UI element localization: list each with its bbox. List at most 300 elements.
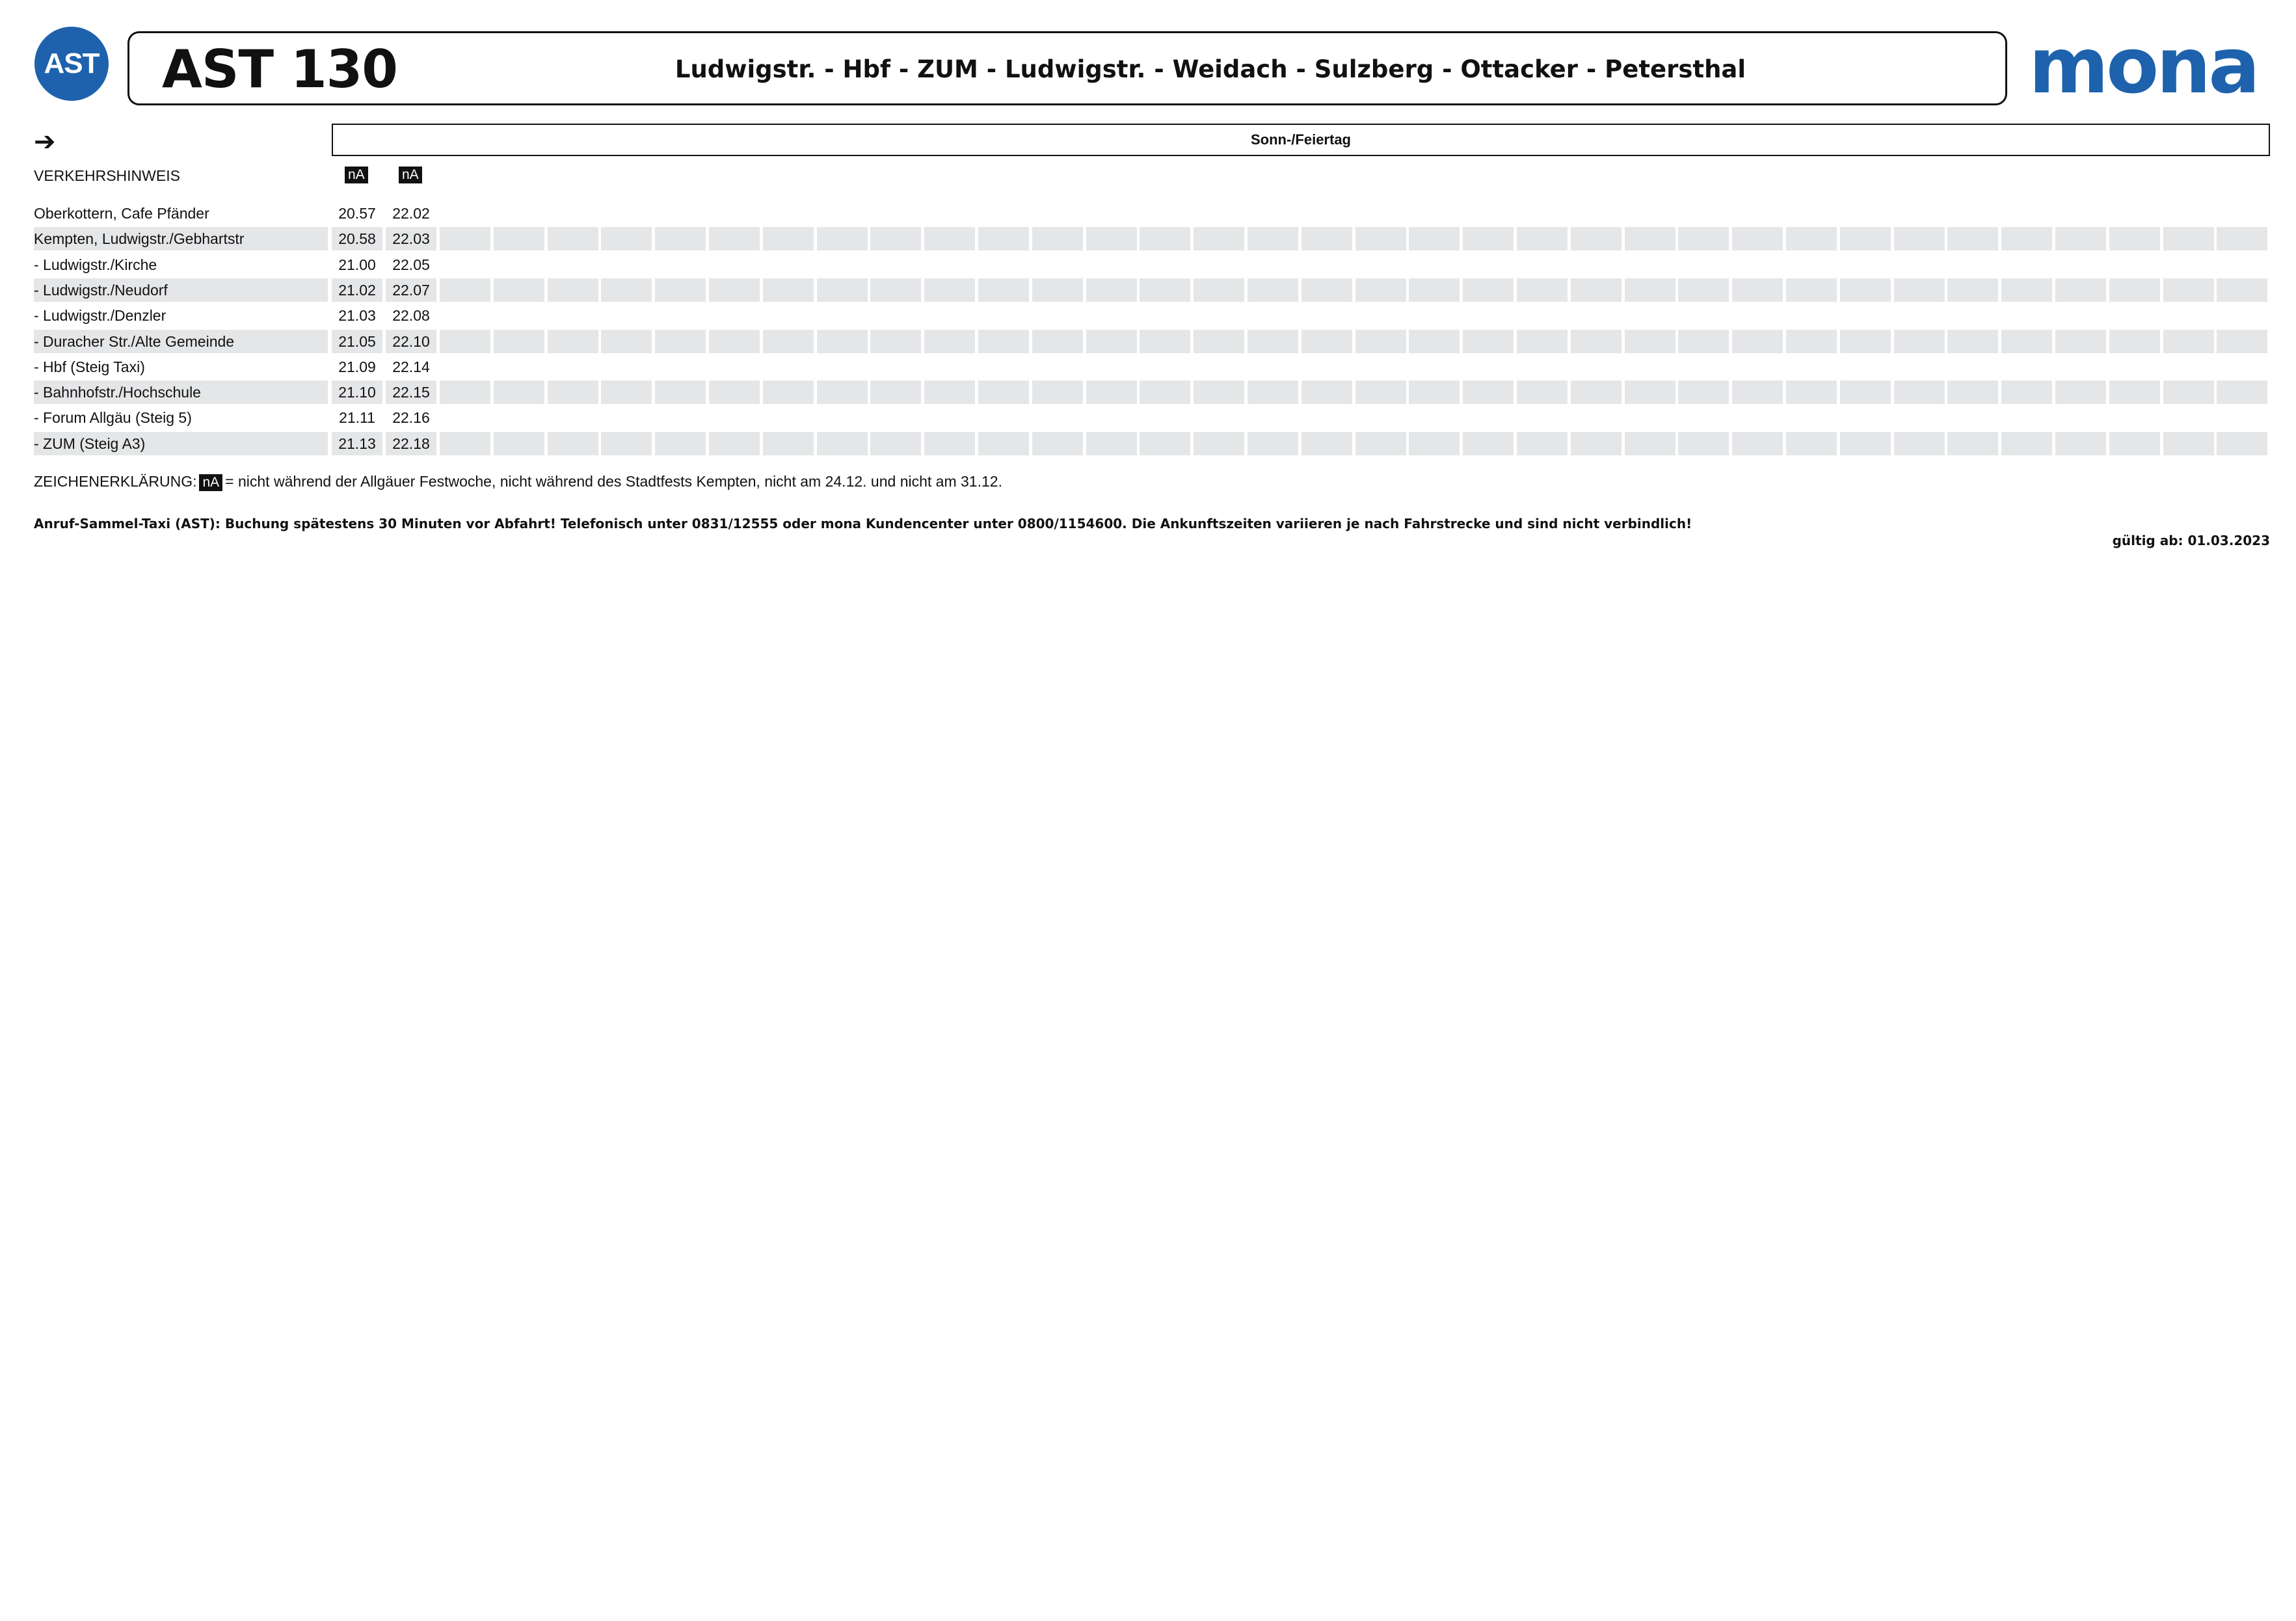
empty-trip-cell xyxy=(1086,406,1137,429)
empty-trip-cell xyxy=(1678,432,1729,455)
empty-trip-cell xyxy=(709,355,760,379)
departure-time: 22.05 xyxy=(392,256,430,273)
departure-time: 22.16 xyxy=(392,409,430,427)
empty-trip-cell xyxy=(440,278,490,302)
empty-trip-cell xyxy=(817,278,868,302)
empty-trip-cell xyxy=(655,432,706,455)
line-number: AST 130 xyxy=(162,39,397,100)
empty-trip-cell xyxy=(2055,304,2106,327)
departure-time: 21.03 xyxy=(338,307,376,325)
empty-trip-cell xyxy=(978,304,1029,327)
empty-trip-cell xyxy=(1355,278,1406,302)
empty-trip-cell xyxy=(601,278,652,302)
empty-trip-cell xyxy=(1678,278,1729,302)
empty-trip-cell xyxy=(2001,381,2052,404)
empty-trip-cell xyxy=(1947,381,1998,404)
empty-trip-cell xyxy=(870,304,921,327)
empty-trip-cell xyxy=(1571,406,1622,429)
empty-trip-cell xyxy=(1840,355,1891,379)
empty-trip-cell xyxy=(1086,278,1137,302)
empty-trip-cell xyxy=(1517,432,1568,455)
empty-trip-cell xyxy=(655,227,706,250)
empty-trip-cell xyxy=(1517,278,1568,302)
empty-trip-cell xyxy=(709,432,760,455)
empty-trip-cell xyxy=(2055,227,2106,250)
stop-name: - Ludwigstr./Neudorf xyxy=(34,278,328,302)
ast-badge xyxy=(34,27,109,101)
empty-trip-cell xyxy=(2217,304,2267,327)
empty-trip-cell xyxy=(763,278,814,302)
empty-trip-cell xyxy=(1302,278,1352,302)
empty-trip-cell xyxy=(1463,330,1514,353)
empty-trip-cell xyxy=(2217,381,2267,404)
empty-trip-cell xyxy=(1302,330,1352,353)
empty-trip-cell xyxy=(1355,253,1406,276)
empty-trip-cell xyxy=(2217,278,2267,302)
empty-trip-cell xyxy=(1894,227,1945,250)
empty-trip-cell xyxy=(494,304,544,327)
empty-trip-cell xyxy=(1517,227,1568,250)
empty-trip-cell xyxy=(1194,278,1244,302)
empty-trip-cell xyxy=(2163,278,2214,302)
empty-trip-cell xyxy=(1140,227,1190,250)
empty-trip-cell xyxy=(1732,432,1783,455)
empty-trip-cell xyxy=(870,381,921,404)
empty-trip-cell xyxy=(1571,355,1622,379)
empty-trip-cell xyxy=(870,227,921,250)
empty-trip-cell xyxy=(1355,227,1406,250)
empty-trip-cell xyxy=(1248,278,1298,302)
empty-trip-cell xyxy=(601,227,652,250)
empty-trip-cell xyxy=(2055,432,2106,455)
empty-trip-cell xyxy=(978,278,1029,302)
empty-trip-cell xyxy=(1248,304,1298,327)
departure-time: 21.02 xyxy=(332,278,382,302)
empty-trip-cell xyxy=(924,355,975,379)
empty-trip-cell xyxy=(1409,432,1460,455)
empty-trip-cell xyxy=(1248,406,1298,429)
empty-trip-cell xyxy=(1517,406,1568,429)
empty-trip-cell xyxy=(1625,355,1675,379)
empty-trip-cell xyxy=(548,227,598,250)
empty-trip-cell xyxy=(601,432,652,455)
empty-trip-cell xyxy=(1894,330,1945,353)
empty-trip-cell xyxy=(1248,381,1298,404)
empty-trip-cell xyxy=(440,381,490,404)
ast-badge-label: AST xyxy=(44,47,100,79)
empty-trip-cell xyxy=(1840,432,1891,455)
empty-trip-cell xyxy=(1086,330,1137,353)
empty-trip-cell xyxy=(763,304,814,327)
empty-trip-cell xyxy=(870,406,921,429)
empty-trip-cell xyxy=(1086,253,1137,276)
route-title: Ludwigstr. - Hbf - ZUM - Ludwigstr. - Weidach - Sulzberg - Ottacker - Petersthal xyxy=(674,55,1746,83)
empty-trip-cell xyxy=(978,330,1029,353)
empty-trip-cell xyxy=(763,253,814,276)
empty-trip-cell xyxy=(1032,406,1083,429)
empty-trip-cell xyxy=(1947,278,1998,302)
empty-trip-cell xyxy=(1463,304,1514,327)
timetable-row xyxy=(34,381,2270,404)
empty-trip-cell xyxy=(1140,304,1190,327)
empty-trip-cell xyxy=(1571,304,1622,327)
empty-trip-cell xyxy=(1086,355,1137,379)
empty-trip-cell xyxy=(2109,355,2160,379)
empty-trip-cell xyxy=(1678,304,1729,327)
empty-trip-cell xyxy=(601,406,652,429)
empty-trip-cell xyxy=(1571,330,1622,353)
empty-trip-cell xyxy=(2163,330,2214,353)
stop-name: Oberkottern, Cafe Pfänder xyxy=(34,205,209,222)
empty-trip-cell xyxy=(2217,330,2267,353)
empty-trip-cell xyxy=(440,253,490,276)
empty-trip-cell xyxy=(1032,227,1083,250)
empty-trip-cell xyxy=(1947,432,1998,455)
empty-trip-cell xyxy=(1840,330,1891,353)
empty-trip-cell xyxy=(1786,432,1837,455)
empty-trip-cell xyxy=(655,278,706,302)
departure-time: 22.07 xyxy=(386,278,436,302)
empty-trip-cell xyxy=(978,406,1029,429)
empty-trip-cell xyxy=(1517,330,1568,353)
empty-trip-cell xyxy=(924,330,975,353)
mona-logo-text: mona xyxy=(2029,36,2258,101)
timetable-row xyxy=(34,278,2270,302)
empty-trip-cell xyxy=(1894,355,1945,379)
empty-trip-cell xyxy=(494,432,544,455)
empty-trip-cell xyxy=(1140,406,1190,429)
empty-trip-cell xyxy=(2109,304,2160,327)
empty-trip-cell xyxy=(1355,304,1406,327)
empty-trip-cell xyxy=(494,355,544,379)
empty-trip-cell xyxy=(1571,432,1622,455)
empty-trip-cell xyxy=(1140,355,1190,379)
empty-trip-cell xyxy=(763,406,814,429)
empty-trip-cell xyxy=(601,355,652,379)
stop-name: - Ludwigstr./Kirche xyxy=(34,256,157,273)
empty-trip-cell xyxy=(924,304,975,327)
mona-logo xyxy=(2020,36,2267,101)
empty-trip-cell xyxy=(1302,432,1352,455)
empty-trip-cell xyxy=(924,406,975,429)
empty-trip-cell xyxy=(2163,227,2214,250)
empty-trip-cell xyxy=(1194,381,1244,404)
empty-trip-cell xyxy=(1032,355,1083,379)
empty-trip-cell xyxy=(1894,381,1945,404)
empty-trip-cell xyxy=(2217,406,2267,429)
empty-trip-cell xyxy=(548,381,598,404)
empty-trip-cell xyxy=(1140,381,1190,404)
empty-trip-cell xyxy=(709,253,760,276)
empty-trip-cell xyxy=(1355,432,1406,455)
empty-trip-cell xyxy=(1786,406,1837,429)
empty-trip-cell xyxy=(2055,253,2106,276)
empty-trip-cell xyxy=(1732,381,1783,404)
empty-trip-cell xyxy=(1517,304,1568,327)
empty-trip-cell xyxy=(978,227,1029,250)
legend-label: ZEICHENERKLÄRUNG: xyxy=(34,473,197,490)
empty-trip-cell xyxy=(1678,355,1729,379)
empty-trip-cell xyxy=(1947,253,1998,276)
empty-trip-cell xyxy=(601,253,652,276)
empty-trip-cell xyxy=(2001,406,2052,429)
empty-trip-cell xyxy=(817,304,868,327)
empty-trip-cell xyxy=(817,432,868,455)
departure-time: 21.05 xyxy=(332,330,382,353)
empty-trip-cell xyxy=(1302,355,1352,379)
empty-trip-cell xyxy=(440,304,490,327)
empty-trip-cell xyxy=(494,227,544,250)
empty-trip-cell xyxy=(2055,355,2106,379)
empty-trip-cell xyxy=(1032,381,1083,404)
empty-trip-cell xyxy=(1625,304,1675,327)
empty-trip-cell xyxy=(601,304,652,327)
empty-trip-cell xyxy=(1140,432,1190,455)
empty-trip-cell xyxy=(1032,432,1083,455)
empty-trip-cell xyxy=(1571,253,1622,276)
empty-trip-cell xyxy=(763,227,814,250)
empty-trip-cell xyxy=(870,278,921,302)
empty-trip-cell xyxy=(1786,381,1837,404)
day-type-header: Sonn-/Feiertag xyxy=(332,124,2270,156)
empty-trip-cell xyxy=(1732,227,1783,250)
empty-trip-cell xyxy=(1678,330,1729,353)
empty-trip-cell xyxy=(924,278,975,302)
empty-trip-cell xyxy=(1894,432,1945,455)
empty-trip-cell xyxy=(1140,330,1190,353)
empty-trip-cell xyxy=(1571,381,1622,404)
empty-trip-cell xyxy=(2109,432,2160,455)
empty-trip-cell xyxy=(1840,304,1891,327)
empty-trip-cell xyxy=(1786,278,1837,302)
empty-trip-cell xyxy=(1678,253,1729,276)
empty-trip-cell xyxy=(870,253,921,276)
empty-trip-cell xyxy=(1463,381,1514,404)
departure-time: 22.10 xyxy=(386,330,436,353)
empty-trip-cell xyxy=(2163,432,2214,455)
empty-trip-cell xyxy=(1355,381,1406,404)
empty-trip-cell xyxy=(1840,253,1891,276)
empty-trip-cell xyxy=(870,432,921,455)
empty-trip-cell xyxy=(494,406,544,429)
empty-trip-cell xyxy=(978,253,1029,276)
empty-trip-cell xyxy=(1302,304,1352,327)
empty-trip-cell xyxy=(2109,278,2160,302)
empty-trip-cell xyxy=(1571,278,1622,302)
empty-trip-cell xyxy=(548,278,598,302)
departure-time: 21.11 xyxy=(339,409,375,427)
empty-trip-cell xyxy=(1302,406,1352,429)
empty-trip-cell xyxy=(2163,304,2214,327)
empty-trip-cell xyxy=(548,304,598,327)
empty-trip-cell xyxy=(763,432,814,455)
empty-trip-cell xyxy=(763,355,814,379)
empty-trip-cell xyxy=(709,227,760,250)
empty-trip-cell xyxy=(1248,355,1298,379)
timetable-row xyxy=(34,330,2270,353)
empty-trip-cell xyxy=(1732,406,1783,429)
stop-name: Kempten, Ludwigstr./Gebhartstr xyxy=(34,227,328,250)
empty-trip-cell xyxy=(1517,253,1568,276)
empty-trip-cell xyxy=(1894,278,1945,302)
empty-trip-cell xyxy=(1732,278,1783,302)
empty-trip-cell xyxy=(924,381,975,404)
empty-trip-cell xyxy=(817,381,868,404)
empty-trip-cell xyxy=(1248,432,1298,455)
empty-trip-cell xyxy=(1625,432,1675,455)
empty-trip-cell xyxy=(1517,381,1568,404)
empty-trip-cell xyxy=(1194,330,1244,353)
timetable-row xyxy=(34,202,2270,225)
empty-trip-cell xyxy=(1355,406,1406,429)
empty-trip-cell xyxy=(1409,381,1460,404)
empty-trip-cell xyxy=(494,381,544,404)
empty-trip-cell xyxy=(1625,381,1675,404)
empty-trip-cell xyxy=(1463,227,1514,250)
empty-trip-cell xyxy=(1786,253,1837,276)
empty-trip-cell xyxy=(1678,227,1729,250)
empty-trip-cell xyxy=(1355,355,1406,379)
empty-trip-cell xyxy=(709,406,760,429)
departure-time: 22.08 xyxy=(392,307,430,325)
empty-trip-cell xyxy=(1086,304,1137,327)
empty-trip-cell xyxy=(1894,406,1945,429)
empty-trip-cell xyxy=(1140,253,1190,276)
empty-trip-cell xyxy=(1409,227,1460,250)
empty-trip-cell xyxy=(2055,406,2106,429)
empty-trip-cell xyxy=(1894,253,1945,276)
empty-trip-cell xyxy=(1302,227,1352,250)
empty-trip-cell xyxy=(1409,253,1460,276)
empty-trip-cell xyxy=(1409,355,1460,379)
empty-trip-cell xyxy=(817,330,868,353)
empty-trip-cell xyxy=(494,330,544,353)
empty-trip-cell xyxy=(1786,304,1837,327)
empty-trip-cell xyxy=(1947,355,1998,379)
empty-trip-cell xyxy=(1194,406,1244,429)
empty-trip-cell xyxy=(2109,406,2160,429)
empty-trip-cell xyxy=(763,381,814,404)
empty-trip-cell xyxy=(978,381,1029,404)
empty-trip-cell xyxy=(978,355,1029,379)
empty-trip-cell xyxy=(440,330,490,353)
empty-trip-cell xyxy=(1732,304,1783,327)
empty-trip-cell xyxy=(1625,278,1675,302)
stop-name: - Duracher Str./Alte Gemeinde xyxy=(34,330,328,353)
empty-trip-cell xyxy=(2109,227,2160,250)
empty-trip-cell xyxy=(924,253,975,276)
empty-trip-cell xyxy=(1355,330,1406,353)
empty-trip-cell xyxy=(2001,227,2052,250)
empty-trip-cell xyxy=(548,330,598,353)
empty-trip-cell xyxy=(440,227,490,250)
empty-trip-cell xyxy=(1463,432,1514,455)
empty-trip-cell xyxy=(870,355,921,379)
empty-trip-cell xyxy=(655,406,706,429)
empty-trip-cell xyxy=(1032,304,1083,327)
empty-trip-cell xyxy=(2217,253,2267,276)
empty-trip-cell xyxy=(601,330,652,353)
stop-name: - Hbf (Steig Taxi) xyxy=(34,358,145,375)
empty-trip-cell xyxy=(655,381,706,404)
empty-trip-cell xyxy=(494,253,544,276)
empty-trip-cell xyxy=(1463,406,1514,429)
hint-badge-na: nA xyxy=(345,167,368,183)
empty-trip-cell xyxy=(1463,355,1514,379)
empty-trip-cell xyxy=(1625,406,1675,429)
right-arrow-icon: ➔ xyxy=(34,127,56,156)
empty-trip-cell xyxy=(1086,227,1137,250)
empty-trip-cell xyxy=(655,330,706,353)
empty-trip-cell xyxy=(2001,330,2052,353)
empty-trip-cell xyxy=(870,330,921,353)
empty-trip-cell xyxy=(1302,253,1352,276)
departure-time: 20.57 xyxy=(338,205,376,222)
timetable-row xyxy=(34,406,2270,429)
empty-trip-cell xyxy=(548,432,598,455)
timetable-row xyxy=(34,432,2270,455)
empty-trip-cell xyxy=(709,381,760,404)
timetable-row xyxy=(34,253,2270,276)
hint-badge-na: nA xyxy=(399,167,422,183)
empty-trip-cell xyxy=(655,304,706,327)
empty-trip-cell xyxy=(2055,278,2106,302)
empty-trip-cell xyxy=(1840,406,1891,429)
timetable-row xyxy=(34,355,2270,379)
empty-trip-cell xyxy=(2055,330,2106,353)
departure-time: 22.18 xyxy=(386,432,436,455)
stop-name: - ZUM (Steig A3) xyxy=(34,432,328,455)
empty-trip-cell xyxy=(1947,304,1998,327)
empty-trip-cell xyxy=(1786,330,1837,353)
empty-trip-cell xyxy=(1840,381,1891,404)
empty-trip-cell xyxy=(1678,381,1729,404)
empty-trip-cell xyxy=(1840,278,1891,302)
empty-trip-cell xyxy=(2001,355,2052,379)
empty-trip-cell xyxy=(1409,278,1460,302)
empty-trip-cell xyxy=(1032,330,1083,353)
stop-name: - Forum Allgäu (Steig 5) xyxy=(34,409,192,427)
empty-trip-cell xyxy=(1194,304,1244,327)
empty-trip-cell xyxy=(2217,355,2267,379)
empty-trip-cell xyxy=(655,253,706,276)
stop-name: - Ludwigstr./Denzler xyxy=(34,307,167,325)
empty-trip-cell xyxy=(1947,330,1998,353)
empty-trip-cell xyxy=(440,406,490,429)
empty-trip-cell xyxy=(1625,253,1675,276)
empty-trip-cell xyxy=(817,253,868,276)
hint-label: VERKEHRSHINWEIS xyxy=(34,167,180,184)
empty-trip-cell xyxy=(817,227,868,250)
empty-trip-cell xyxy=(1786,355,1837,379)
empty-trip-cell xyxy=(817,355,868,379)
empty-trip-cell xyxy=(1140,278,1190,302)
empty-trip-cell xyxy=(2001,304,2052,327)
empty-trip-cell xyxy=(1786,227,1837,250)
empty-trip-cell xyxy=(1194,432,1244,455)
timetable-row xyxy=(34,304,2270,327)
legend-text: = nicht während der Allgäuer Festwoche, nicht während des Stadtfests Kempten, nicht am 24.12. und nicht am 31.12. xyxy=(225,473,1002,490)
legend xyxy=(34,472,1002,491)
empty-trip-cell xyxy=(1032,253,1083,276)
empty-trip-cell xyxy=(1678,406,1729,429)
empty-trip-cell xyxy=(2217,227,2267,250)
empty-trip-cell xyxy=(709,330,760,353)
empty-trip-cell xyxy=(1732,355,1783,379)
empty-trip-cell xyxy=(1032,278,1083,302)
empty-trip-cell xyxy=(709,304,760,327)
legend-badge-na: nA xyxy=(199,474,222,491)
